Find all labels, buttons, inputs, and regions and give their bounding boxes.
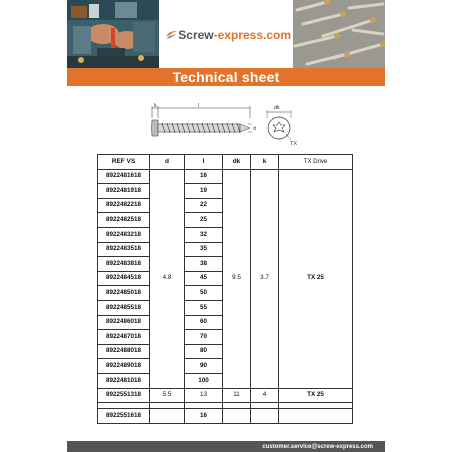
length-cell: 13 [185, 388, 223, 403]
tools-photo [67, 0, 159, 68]
ref-cell: 8922481618 [98, 169, 150, 184]
ref-cell: 8922551618 [98, 409, 150, 424]
l-dimension-label: l [198, 103, 200, 109]
ref-cell: 8922484518 [98, 271, 150, 286]
group2-d-cell: 5.5 [150, 388, 185, 403]
length-cell: 60 [185, 315, 223, 330]
length-cell: 25 [185, 213, 223, 228]
screws-photo [293, 0, 385, 68]
group1-k-cell: 3.7 [251, 169, 279, 388]
group1-d-cell: 4.8 [150, 169, 185, 388]
ref-cell: 8922489018 [98, 359, 150, 374]
ref-cell: 8922551318 [98, 388, 150, 403]
header [67, 0, 385, 68]
length-cell: 16 [185, 169, 223, 184]
col-header-k: k [251, 155, 279, 170]
group2-tx-cell: TX 25 [279, 388, 353, 403]
length-cell: 45 [185, 271, 223, 286]
logo-brand: Screw [178, 28, 214, 42]
col-header-d: d [150, 155, 185, 170]
logo-swoosh-icon [165, 25, 178, 45]
table-row [98, 409, 353, 424]
page-title: Technical sheet [172, 69, 280, 85]
ref-cell: 8922486018 [98, 315, 150, 330]
ref-cell: 8922481018 [98, 373, 150, 388]
group1-dk-cell: 9.5 [223, 169, 251, 388]
ref-cell: 8922481918 [98, 184, 150, 199]
length-cell: 22 [185, 198, 223, 213]
length-cell: 38 [185, 257, 223, 272]
col-header-dk: dk [223, 155, 251, 170]
spec-table [97, 154, 353, 424]
ref-cell: 8922483818 [98, 257, 150, 272]
ref-cell: 8922482518 [98, 213, 150, 228]
length-cell: 90 [185, 359, 223, 374]
col-header-tx-drive: TX Drive [279, 155, 353, 170]
tx-label: TX [290, 141, 298, 147]
dk-dimension-label: dk [274, 105, 280, 111]
ref-cell: 8922483218 [98, 227, 150, 242]
group1-tx-cell: TX 25 [279, 169, 353, 388]
table-row [98, 169, 353, 184]
ref-cell: 8922485018 [98, 286, 150, 301]
ref-cell: 8922485518 [98, 300, 150, 315]
ref-cell: 8922487018 [98, 330, 150, 345]
table-row [98, 388, 353, 403]
length-cell: 70 [185, 330, 223, 345]
d-dimension-label: d [253, 126, 256, 132]
length-cell: 100 [185, 373, 223, 388]
length-cell: 50 [185, 286, 223, 301]
logo-text [178, 28, 291, 42]
logo-domain: -express.com [213, 28, 291, 42]
ref-cell: 8922488018 [98, 344, 150, 359]
group2-dk-cell: 11 [223, 388, 251, 403]
length-cell: 16 [185, 409, 223, 424]
col-header-l: l [185, 155, 223, 170]
length-cell: 35 [185, 242, 223, 257]
ref-cell: 8922482218 [98, 198, 150, 213]
length-cell: 80 [185, 344, 223, 359]
screw-drawing [140, 100, 310, 148]
ref-cell: 8922483518 [98, 242, 150, 257]
table-header-row [98, 155, 353, 170]
length-cell: 55 [185, 300, 223, 315]
brand-logo [165, 23, 291, 47]
col-header-ref: REF VS [98, 155, 150, 170]
k-dimension-label: k [154, 103, 157, 109]
footer-bar [67, 441, 385, 452]
title-banner [67, 68, 385, 86]
contact-email-link[interactable]: customer.service@screw-express.com [262, 443, 373, 450]
length-cell: 32 [185, 227, 223, 242]
length-cell: 19 [185, 184, 223, 199]
group2-k-cell: 4 [251, 388, 279, 403]
